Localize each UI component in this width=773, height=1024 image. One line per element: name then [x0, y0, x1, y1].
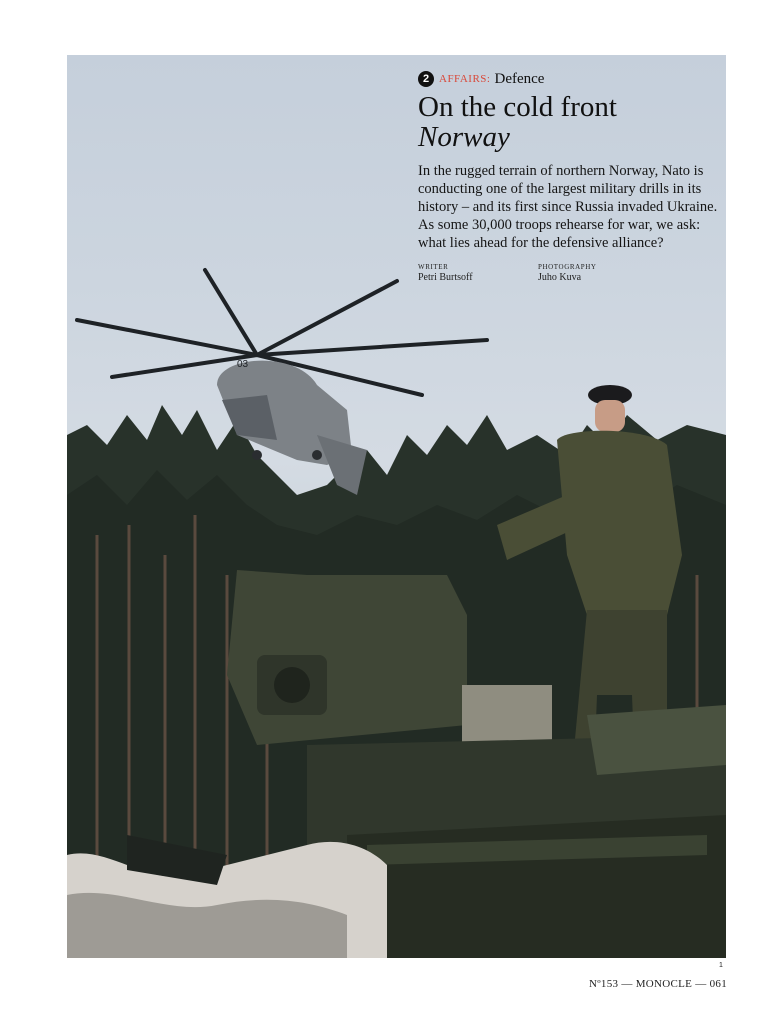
credit-name: Juho Kuva: [538, 272, 582, 283]
credit-writer: [418, 263, 538, 284]
helicopter-marking: 03: [237, 359, 249, 370]
article-header: [418, 70, 728, 284]
topic-label: Defence: [494, 71, 545, 87]
article-standfirst: In the rugged terrain of northern Norway, Nato is conducting one of the largest military drills in its history – and its first since Russia invaded Ukraine. As some 30,000 troops rehearse for war, we ask: what lies ahead for the defensive alliance?: [418, 163, 718, 251]
credit-photography: [538, 263, 658, 284]
photo-caption-number: 1: [719, 962, 723, 969]
credits: [418, 263, 728, 284]
credit-name: Petri Burtsoff: [418, 272, 473, 283]
article-title: On the cold front: [418, 91, 617, 123]
section-label: AFFAIRS:: [439, 73, 491, 85]
section-kicker: [418, 70, 728, 88]
section-number-badge: 2: [418, 71, 434, 87]
credit-label: PHOTOGRAPHY: [538, 263, 597, 271]
credit-label: WRITER: [418, 263, 449, 271]
article-subtitle: Norway: [418, 121, 510, 153]
page-folio: Nº153 — MONOCLE — 061: [588, 978, 727, 990]
